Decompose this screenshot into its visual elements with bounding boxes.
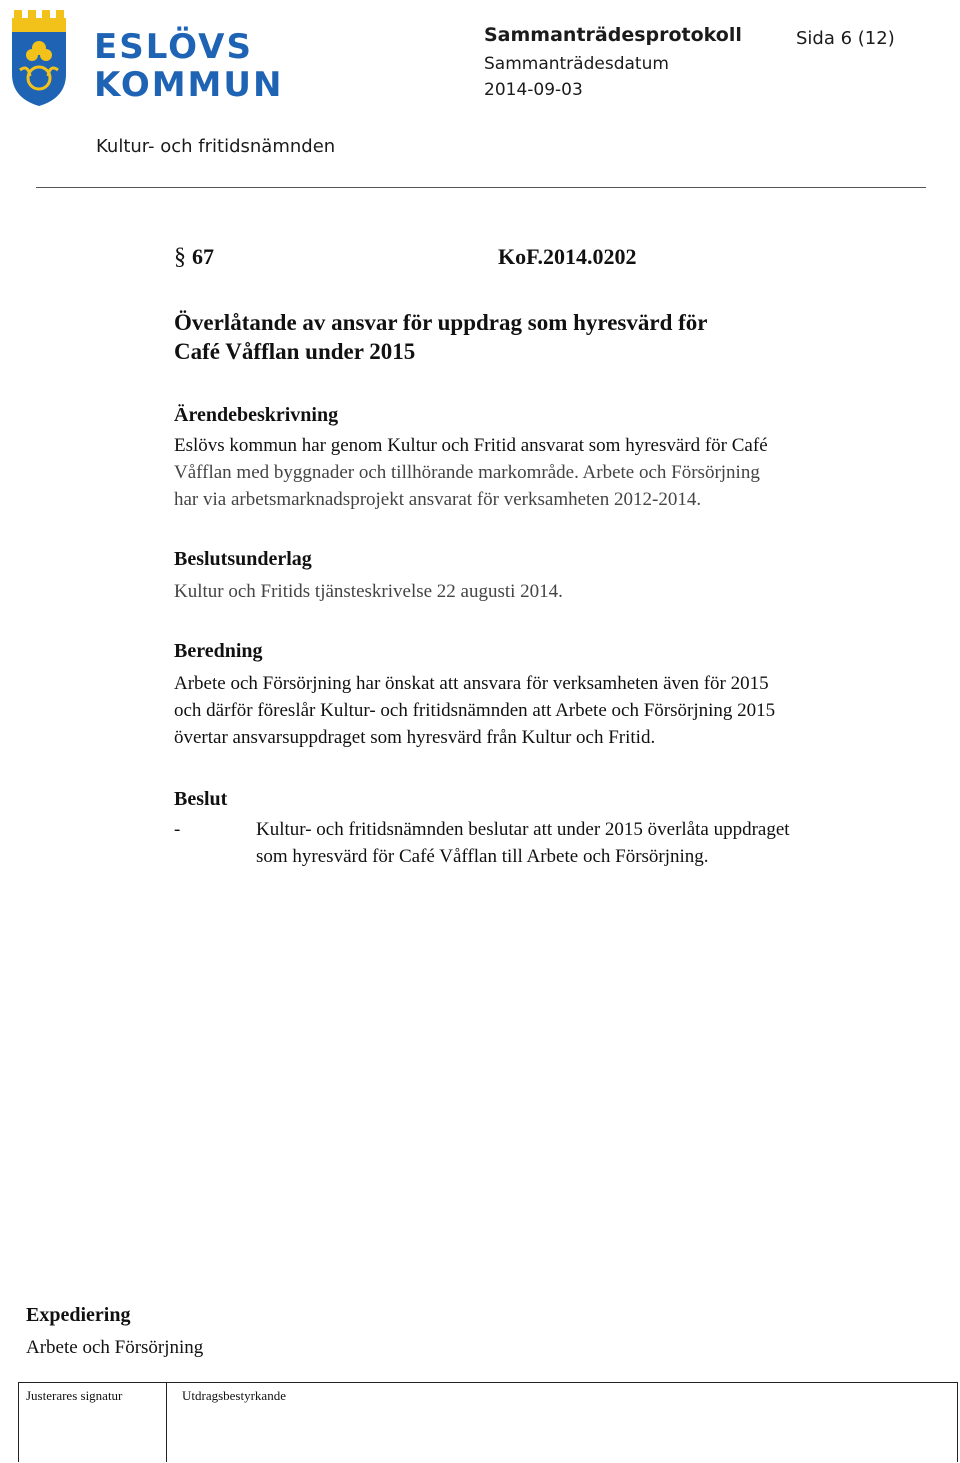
meeting-date: 2014-09-03 (484, 80, 583, 100)
decision-text (256, 816, 936, 870)
municipality-crest-logo (8, 8, 70, 108)
case-description-text (174, 432, 914, 513)
item-title-line1: Överlåtande av ansvar för uppdrag som hyresvärd för (174, 310, 708, 335)
preparation-heading: Beredning (174, 640, 263, 662)
footer-right-border (957, 1382, 958, 1462)
decision-basis-heading: Beslutsunderlag (174, 548, 312, 570)
case-description-line3: har via arbetsmarknadsprojekt ansvarat för verksamheten 2012-2014. (174, 489, 702, 510)
organization-name-line2: KOMMUN (94, 65, 284, 105)
footer-left-border (18, 1382, 19, 1462)
case-reference: KoF.2014.0202 (498, 244, 637, 269)
header-divider (36, 187, 926, 188)
document-title: Sammanträdesprotokoll (484, 24, 742, 46)
preparation-line3: övertar ansvarsuppdraget som hyresvärd från Kultur och Fritid. (174, 727, 656, 748)
paragraph-number: 67 (192, 244, 214, 269)
decision-bullet-dash: - (174, 819, 181, 840)
meeting-date-label: Sammanträdesdatum (484, 54, 669, 74)
committee-name: Kultur- och fritidsnämnden (96, 136, 336, 157)
footer-column-divider (166, 1382, 167, 1462)
distribution-recipient: Arbete och Försörjning (26, 1337, 204, 1358)
preparation-line1: Arbete och Försörjning har önskat att ansvara för verksamheten även för 2015 (174, 673, 769, 694)
item-title-line2: Café Våfflan under 2015 (174, 339, 416, 364)
decision-basis-text: Kultur och Fritids tjänsteskrivelse 22 augusti 2014. (174, 581, 563, 602)
organization-logo-text (94, 28, 283, 104)
preparation-text (174, 670, 934, 751)
signature-label: Justerares signatur (26, 1388, 123, 1403)
distribution-heading: Expediering (26, 1304, 131, 1326)
extract-certification-label: Utdragsbestyrkande (182, 1388, 286, 1403)
item-title (174, 308, 874, 366)
decision-line2: som hyresvärd för Café Våfflan till Arbete och Försörjning. (256, 846, 709, 867)
organization-name-line1: ESLÖVS (94, 27, 253, 67)
preparation-line2: och därför föreslår Kultur- och fritidsnämnden att Arbete och Försörjning 2015 (174, 700, 776, 721)
page-indicator: Sida 6 (12) (796, 28, 895, 49)
decision-line1: Kultur- och fritidsnämnden beslutar att under 2015 överlåta uppdraget (256, 819, 790, 840)
footer-top-border (18, 1382, 958, 1383)
decision-heading: Beslut (174, 788, 228, 810)
case-description-line2: Våfflan med byggnader och tillhörande markområde. Arbete och Försörjning (174, 462, 760, 483)
case-description-line1: Eslövs kommun har genom Kultur och Fritid ansvarat som hyresvärd för Café (174, 435, 768, 456)
paragraph-symbol: § (174, 244, 186, 270)
case-description-heading: Ärendebeskrivning (174, 404, 339, 426)
